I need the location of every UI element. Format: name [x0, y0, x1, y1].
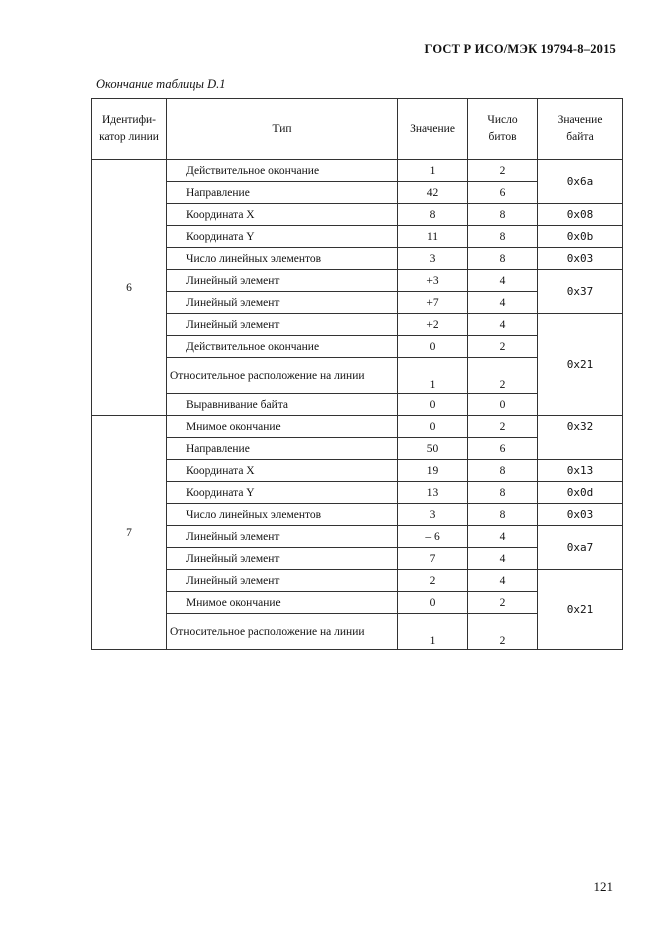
value-cell: 1	[398, 160, 468, 182]
page-number: 121	[593, 879, 613, 894]
value-cell: 19	[398, 460, 468, 482]
bits-cell: 2	[468, 336, 538, 358]
byte-value-cell: 0x03	[538, 248, 623, 270]
value-cell: 7	[398, 548, 468, 570]
byte-value-cell: 0x37	[538, 270, 623, 314]
type-cell: Действительное окончание	[167, 336, 398, 358]
value-cell: 8	[398, 204, 468, 226]
bits-cell: 2	[468, 592, 538, 614]
bits-cell: 4	[468, 292, 538, 314]
value-cell: 1	[398, 614, 468, 650]
type-cell: Относительное расположение на линии	[167, 614, 398, 650]
bits-cell: 8	[468, 226, 538, 248]
type-cell: Направление	[167, 438, 398, 460]
byte-value-cell: 0x6a	[538, 160, 623, 204]
value-cell: 3	[398, 504, 468, 526]
bits-cell: 2	[468, 358, 538, 394]
byte-value-cell: 0x0b	[538, 226, 623, 248]
bits-cell: 0	[468, 394, 538, 416]
type-cell: Линейный элемент	[167, 548, 398, 570]
type-cell: Выравнивание байта	[167, 394, 398, 416]
column-header-bits: Число битов	[468, 99, 538, 160]
byte-value-cell: 0xa7	[538, 526, 623, 570]
bits-cell: 8	[468, 482, 538, 504]
type-cell: Действительное окончание	[167, 160, 398, 182]
byte-value-cell: 0x13	[538, 460, 623, 482]
type-cell: Координата Y	[167, 482, 398, 504]
type-cell: Относительное расположение на линии	[167, 358, 398, 394]
type-cell: Линейный элемент	[167, 570, 398, 592]
column-header-line-id: Идентифи-катор линии	[92, 99, 167, 160]
type-cell: Линейный элемент	[167, 270, 398, 292]
data-table	[91, 98, 623, 650]
value-cell: 0	[398, 394, 468, 416]
value-cell: – 6	[398, 526, 468, 548]
line-id-cell: 7	[92, 416, 167, 650]
value-cell: +7	[398, 292, 468, 314]
type-cell: Координата Y	[167, 226, 398, 248]
type-cell: Мнимое окончание	[167, 416, 398, 438]
byte-value-cell: 0x03	[538, 504, 623, 526]
type-cell: Координата X	[167, 460, 398, 482]
value-cell: 2	[398, 570, 468, 592]
value-cell: 13	[398, 482, 468, 504]
value-cell: 11	[398, 226, 468, 248]
value-cell: +2	[398, 314, 468, 336]
line-id-cell: 6	[92, 160, 167, 416]
bits-cell: 4	[468, 270, 538, 292]
bits-cell: 4	[468, 526, 538, 548]
value-cell: +3	[398, 270, 468, 292]
type-cell: Линейный элемент	[167, 292, 398, 314]
column-header-type: Тип	[167, 99, 398, 160]
type-cell: Линейный элемент	[167, 526, 398, 548]
document-header: ГОСТ Р ИСО/МЭК 19794-8–2015	[424, 42, 616, 56]
byte-value-cell: 0x32	[538, 416, 623, 460]
bits-cell: 4	[468, 570, 538, 592]
type-cell: Мнимое окончание	[167, 592, 398, 614]
value-cell: 42	[398, 182, 468, 204]
type-cell: Линейный элемент	[167, 314, 398, 336]
column-header-byte-value: Значение байта	[538, 99, 623, 160]
type-cell: Число линейных элементов	[167, 248, 398, 270]
type-cell: Число линейных элементов	[167, 504, 398, 526]
bits-cell: 8	[468, 204, 538, 226]
byte-value-cell: 0x0d	[538, 482, 623, 504]
bits-cell: 2	[468, 160, 538, 182]
value-cell: 1	[398, 358, 468, 394]
type-cell: Координата X	[167, 204, 398, 226]
value-cell: 50	[398, 438, 468, 460]
value-cell: 3	[398, 248, 468, 270]
bits-cell: 8	[468, 460, 538, 482]
bits-cell: 2	[468, 416, 538, 438]
bits-cell: 8	[468, 248, 538, 270]
column-header-value: Значение	[398, 99, 468, 160]
bits-cell: 8	[468, 504, 538, 526]
table-caption: Окончание таблицы D.1	[96, 77, 226, 91]
value-cell: 0	[398, 416, 468, 438]
bits-cell: 4	[468, 314, 538, 336]
bits-cell: 2	[468, 614, 538, 650]
type-cell: Направление	[167, 182, 398, 204]
value-cell: 0	[398, 336, 468, 358]
bits-cell: 6	[468, 438, 538, 460]
byte-value-cell: 0x21	[538, 570, 623, 650]
bits-cell: 6	[468, 182, 538, 204]
value-cell: 0	[398, 592, 468, 614]
bits-cell: 4	[468, 548, 538, 570]
byte-value-cell: 0x08	[538, 204, 623, 226]
byte-value-cell: 0x21	[538, 314, 623, 416]
